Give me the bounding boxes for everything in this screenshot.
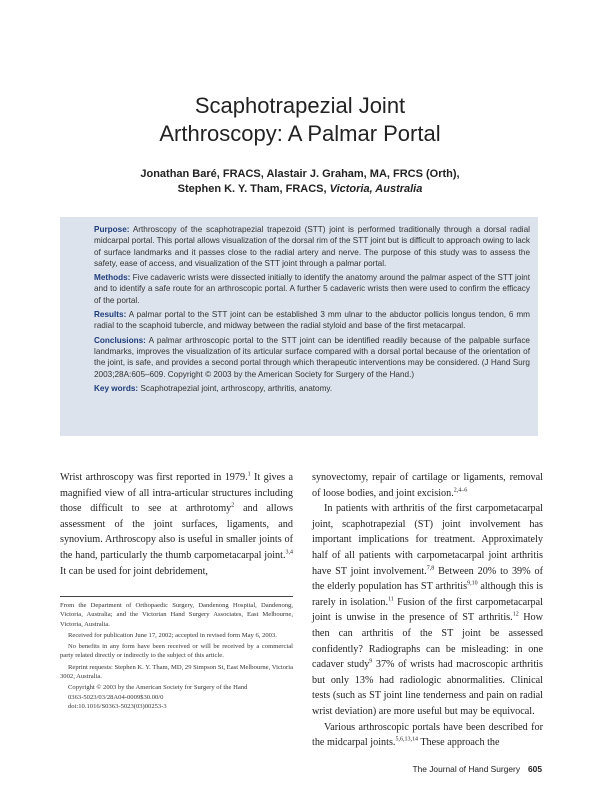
conclusions-text: A palmar arthroscopic portal to the STT joint can be identified readily because of the palpable surface landmarks, improves the visualization of its articular surface compared with a dorsal portal because of the orientation of the joint, is safe, and provides a second portal through which therapeutic interventions may be considered. (J Hand Surg 2003;28A:605–609. Copyright © 2003 by the American Society for Surgery of the Hand.) bbox=[94, 335, 530, 379]
abstract-purpose bbox=[94, 224, 530, 269]
title-line-1: Scaphotrapezial Joint bbox=[194, 93, 406, 118]
footnote-issn: 0363-5023/03/28A04-0009$30.00/0 bbox=[68, 693, 164, 701]
text-run: Various arthroscopic portals have been described for the midcarpal joints. bbox=[312, 721, 543, 749]
authors-line-1: Jonathan Baré, FRACS, Alastair J. Graham, MA, FRCS (Orth), bbox=[140, 168, 460, 180]
citation: 1 bbox=[247, 471, 251, 478]
page-footer bbox=[412, 764, 542, 774]
footnote-copyright: Copyright © 2003 by the American Society for Surgery of the Hand bbox=[68, 684, 248, 692]
authors-line-2-names: Stephen K. Y. Tham, FRACS, bbox=[177, 183, 330, 195]
text-run: although this is rarely in isolation. bbox=[312, 581, 543, 608]
purpose-text: Arthroscopy of the scaphotrapezial trapezoid (STT) joint is performed traditionally through a dorsal radial midcarpal portal. This portal allows visualization of the dorsal rim of the STT joint but is difficult to approach owing to lack of surface landmarks and it passes close to the radial artery and nerve. The purpose of this study was to assess the safety, ease of access, and visualization of the STT joint through a palmar portal. bbox=[94, 225, 530, 268]
text-run: Fusion of the first carpometacarpal joint is unwise in the presence of ST arthritis. bbox=[312, 596, 543, 624]
abstract-box bbox=[60, 217, 538, 436]
abstract-keywords bbox=[94, 383, 530, 394]
citation: 5,6,13,14 bbox=[395, 736, 418, 743]
footnote-doi: doi:10.1016/S0363-5023(03)00253-3 bbox=[68, 702, 167, 710]
text-run: These approach the bbox=[417, 737, 500, 749]
text-run: In patients with arthritis of the first carpometacarpal joint, scaphotrapezial (ST) joint involvement has important implications for treatment. Approximately half of all patients with carpometacarpal joint arthritis have ST joint involvement. bbox=[312, 503, 543, 577]
abstract-conclusions bbox=[94, 335, 530, 380]
keywords-text: Scaphotrapezial joint, arthroscopy, arthritis, anatomy. bbox=[138, 383, 333, 393]
body-paragraph bbox=[312, 501, 543, 719]
body-paragraph bbox=[60, 470, 293, 579]
page-number: 605 bbox=[528, 764, 542, 774]
text-run: It can be used for joint debridement, bbox=[60, 565, 208, 577]
body-paragraph bbox=[312, 720, 543, 751]
body-column-left bbox=[60, 470, 293, 579]
purpose-label: Purpose: bbox=[94, 225, 130, 234]
abstract-methods bbox=[94, 272, 530, 306]
citation: 2,4–6 bbox=[453, 487, 468, 494]
methods-label: Methods: bbox=[94, 273, 131, 283]
article-title bbox=[0, 92, 600, 148]
citation: 9,10 bbox=[467, 580, 478, 587]
footnote-received: Received for publication June 17, 2002; accepted in revised form May 6, 2003. bbox=[68, 631, 277, 639]
results-label: Results: bbox=[94, 310, 127, 320]
footnote-benefits: No benefits in any form have been received or will be received by a commercial party related directly or indirectly to the subject of this article. bbox=[60, 643, 293, 660]
text-run: and allows assessment of the joint surfaces, ligaments, and synovium. Arthroscopy also is useful in smaller joints of the hand, particularly the thumb carpometacarpal joint. bbox=[60, 503, 294, 561]
author-location: Victoria, Australia bbox=[329, 183, 423, 195]
citation: 2 bbox=[231, 502, 235, 509]
text-run: synovectomy, repair of cartilage or ligaments, removal of loose bodies, and joint excision. bbox=[312, 472, 543, 499]
text-run: 37% of wrists had macroscopic arthritis but only 13% had radiologic abnormalities. Clinical tests (such as ST joint line tenderness and pain on radial wrist deviation) are more useful but may be equivocal. bbox=[312, 659, 543, 717]
text-run: How then can arthritis of the ST joint be assessed confidently? Radiographs can be misleading: in one cadaver study bbox=[312, 612, 544, 671]
body-column-right bbox=[312, 470, 543, 751]
keywords-label: Key words: bbox=[94, 383, 139, 393]
footnote-divider bbox=[60, 596, 293, 597]
methods-text: Five cadaveric wrists were dissected initially to identify the anatomy around the palmar aspect of the STT joint and to identify a safe route for an arthroscopic portal. A further 5 cadaveric wrists then were used to confirm the efficacy of the portal. bbox=[94, 273, 530, 305]
text-run: It gives a magnified view of all intra-articular structures including those difficult to see at arthrotomy bbox=[60, 472, 294, 515]
body-paragraph bbox=[312, 470, 543, 501]
footnotes bbox=[60, 596, 293, 711]
abstract-results bbox=[94, 309, 530, 332]
citation: 7,8 bbox=[426, 565, 435, 572]
title-line-2: Arthroscopy: A Palmar Portal bbox=[159, 121, 441, 146]
footnote-affiliation: From the Department of Orthopaedic Surgery, Dandenong Hospital, Dandenong, Victoria, Australia; and the Victorian Hand Surgery Associates, East Melbourne, Victoria, Australia. bbox=[60, 602, 293, 628]
conclusions-label: Conclusions: bbox=[94, 335, 146, 345]
text-run: Between 20% to 39% of the elderly population has ST arthritis bbox=[312, 565, 543, 593]
citation: 9 bbox=[369, 658, 373, 665]
footnote-reprints: Reprint requests: Stephen K. Y. Tham, MD, 29 Simpson St, East Melbourne, Victoria 3002, Australia. bbox=[60, 663, 293, 681]
citation: 3,4 bbox=[285, 549, 293, 556]
citation: 11 bbox=[388, 596, 394, 603]
citation: 12 bbox=[512, 611, 519, 618]
results-text: A palmar portal to the STT joint can be established 3 mm ulnar to the abductor pollicis longus tendon, 6 mm radial to the scaphoid tubercle, and midway between the radial styloid and base of the first metacarpal. bbox=[94, 310, 530, 331]
author-list bbox=[0, 167, 600, 197]
journal-name: The Journal of Hand Surgery bbox=[412, 764, 521, 774]
text-run: Wrist arthroscopy was first reported in 1979. bbox=[60, 472, 248, 483]
authors-line-2 bbox=[0, 182, 600, 197]
